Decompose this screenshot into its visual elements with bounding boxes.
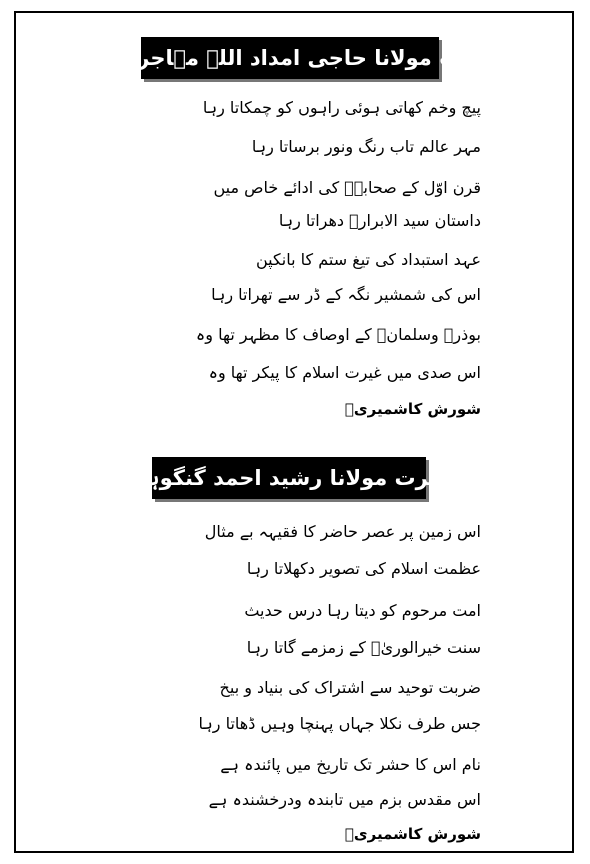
signature: شورش کاشمیریؒ (344, 825, 481, 843)
signature: شورش کاشمیریؒ (344, 400, 481, 418)
verse-line: اس زمین پر عصر حاضر کا فقیہہ بے مثال (204, 522, 481, 541)
verse-line: نام اس کا حشر تک تاریخ میں پائندہ ہے (220, 755, 481, 774)
verse-line: جس طرف نکلا جہاں پہنچا وہیں ڈھاتا رہا (198, 714, 481, 733)
verse-line: اس مقدس بزم میں تابندہ ودرخشندہ ہے (208, 790, 481, 809)
verse-line: امت مرحوم کو دیتا رہا درس حدیث (244, 601, 481, 620)
verse-line: اس صدی میں غیرت اسلام کا پیکر تھا وہ (208, 363, 481, 382)
verse-line: قرن اوّل کے صحابہؓ کی ادائے خاص میں (213, 178, 481, 197)
verse-line: پیچ وخم کھاتی ہوئی راہوں کو چمکاتا رہا (202, 98, 481, 117)
verse-line: عہد استبداد کی تیغ ستم کا بانکپن (255, 250, 481, 269)
verse-line: مہر عالم تاب رنگ ونور برساتا رہا (251, 137, 481, 156)
section-title: حضرت مولانا حاجی امداد اللہ مہاجر مکیؒ (141, 37, 439, 79)
verse-line: داستان سید الابرارؐ دھراتا رہا (278, 211, 481, 230)
verse-line: اس کی شمشیر نگہ کے ڈر سے تھراتا رہا (211, 285, 481, 304)
verse-line: سنت خیرالوریٰؐ کے زمزمے گاتا رہا (246, 638, 481, 657)
verse-line: ضربت توحید سے اشتراک کی بنیاد و بیخ (219, 678, 481, 697)
section-title: حضرت مولانا رشید احمد گنگوہیؒ (152, 457, 426, 499)
verse-line: بوذرؓ وسلمانؓ کے اوصاف کا مظہر تھا وہ (195, 325, 481, 344)
verse-line: عظمت اسلام کی تصویر دکھلاتا رہا (246, 559, 481, 578)
